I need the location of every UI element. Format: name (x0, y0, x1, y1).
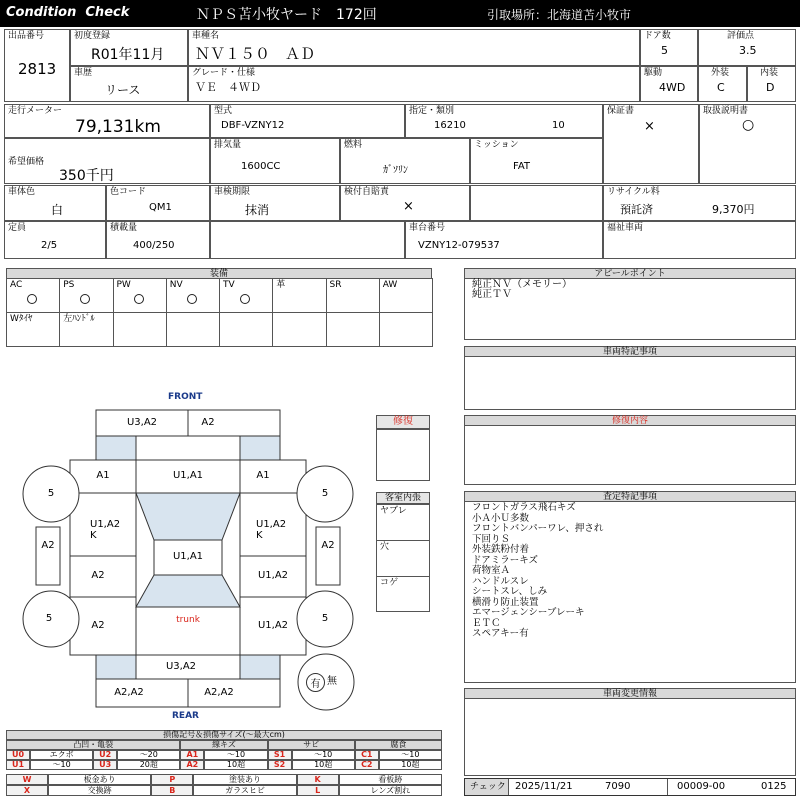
panel-roof: U1,A1 (172, 551, 204, 562)
legend-desc: ～10 (292, 750, 355, 760)
spare-present-text: 有 (310, 679, 321, 690)
equipment-label: 左ﾊﾝﾄﾞﾙ (63, 314, 95, 324)
legend-mark-code: L (297, 785, 339, 796)
repair-box-title: 修復 (376, 415, 430, 429)
legend-mark-desc: レンズ割れ (339, 785, 442, 796)
header-left-title: Condition Check (6, 5, 130, 20)
designation-value-2: 10 (552, 120, 565, 131)
cabin-burn: コゲ (380, 578, 399, 588)
legend-code: A2 (180, 760, 204, 770)
damage-legend (6, 730, 442, 796)
welfare-cell (603, 221, 796, 259)
legend-code: U2 (93, 750, 117, 760)
panel-door-rr: U1,A2 (257, 570, 289, 581)
legend-mark-code: W (6, 774, 48, 785)
history-label: 車歴 (74, 68, 93, 78)
legend-code: S1 (268, 750, 292, 760)
repair-content-box (464, 425, 796, 485)
price-value: 350千円 (59, 168, 114, 184)
insurance-value: × (403, 199, 414, 214)
warranty-value: × (644, 119, 655, 134)
interior-label: 内装 (760, 68, 779, 78)
doors-value: 5 (661, 44, 668, 57)
tire-rl: 5 (45, 613, 53, 624)
fuel-value: ｶﾞｿﾘﾝ (383, 165, 408, 176)
score-value: 3.5 (739, 44, 757, 57)
equipment-label: PW (116, 280, 131, 290)
appeal-title: アピールポイント (464, 268, 796, 279)
rear-label: REAR (172, 711, 199, 721)
header-center-title: ＮＰＳ苫小牧ヤード 172回 (196, 7, 377, 23)
legend-desc: 10超 (204, 760, 267, 770)
footer-bar (464, 778, 796, 796)
price-label: 希望価格 (8, 157, 45, 167)
legend-mark-code: B (151, 785, 193, 796)
footer-id-2: 0125 (761, 781, 787, 792)
legend-desc: 10超 (292, 760, 355, 770)
doors-cell (640, 29, 698, 66)
katashiki-label: 型式 (214, 106, 233, 116)
special-notes-box (464, 356, 796, 410)
equipment-title: 装備 (6, 268, 432, 279)
legend-mark-desc: 看板跡 (339, 774, 442, 785)
recycle-label: リサイクル料 (607, 187, 660, 197)
interior-cell (747, 66, 796, 102)
recycle-cell (603, 185, 796, 221)
legend-group-header: 凸凹・亀裂 (6, 740, 180, 750)
inspector-note-line: スペアキー有 (472, 628, 529, 639)
legend-mark-desc: 塗装あり (193, 774, 296, 785)
footer-id-1: 00009-00 (677, 781, 726, 792)
body-color-label: 車体色 (8, 187, 36, 197)
inspector-note-line: エマージェンシーブレーキ (472, 607, 585, 618)
check-date: 2025/11/21 (515, 781, 573, 792)
legend-code: S2 (268, 760, 292, 770)
equipment-label: AW (382, 280, 398, 290)
panel-quarter-left: A2 (91, 620, 105, 631)
legend-group-header: 線キズ (180, 740, 267, 750)
capacity-label: 定員 (8, 223, 27, 233)
warranty-label: 保証書 (607, 106, 635, 116)
doors-label: ドア数 (644, 31, 671, 41)
legend-desc: 20超 (117, 760, 180, 770)
panel-rear-bumper-right: A2,A2 (204, 687, 234, 698)
displacement-value: 1600CC (241, 161, 281, 172)
mission-label: ミッション (474, 140, 519, 150)
inspector-notes-box (464, 501, 796, 683)
mileage-label: 走行メーター (8, 106, 63, 116)
lot-number: 2813 (18, 60, 57, 78)
tire-fl: 5 (47, 488, 55, 499)
equipment-label: TV (223, 280, 235, 290)
change-info-box (464, 698, 796, 776)
repair-content-title: 修復内容 (464, 415, 796, 426)
manual-label: 取扱説明書 (703, 106, 749, 116)
inspector-note-line: 下回りＳ (472, 533, 511, 545)
recycle-status: 預託済 (620, 203, 653, 216)
inspector-note-line: ハンドルスレ (472, 575, 529, 587)
equipment-label: NV (169, 280, 183, 290)
legend-title: 損傷記号＆損傷サイズ(～最大cm) (6, 730, 442, 740)
drive-cell (640, 66, 698, 102)
chassis-label: 車台番号 (409, 223, 446, 233)
inspector-note-line: 外装鉄粉付着 (472, 544, 530, 555)
legend-desc: ～10 (204, 750, 267, 760)
change-info-title: 車両変更情報 (464, 688, 796, 699)
legend-code: U1 (6, 760, 30, 770)
cabin-tear: ヤブレ (380, 506, 407, 516)
designation-value-1: 16210 (434, 120, 466, 131)
inspector-note-line: シートスレ、しみ (472, 586, 548, 597)
panel-door-fl: U1,A2 K (90, 519, 121, 541)
inspector-note-line: フロントバンパーワレ、押され (472, 523, 604, 534)
designation-label: 指定・類別 (409, 106, 455, 116)
legend-mark-desc: 交換跡 (48, 785, 151, 796)
inspection-value: 抹消 (245, 203, 270, 217)
chassis-value: VZNY12-079537 (418, 240, 500, 251)
mission-cell (470, 138, 603, 184)
katashiki-value: DBF-VZNY12 (221, 120, 285, 131)
footer-divider (667, 779, 668, 795)
panel-quarter-right: U1,A2 (257, 620, 289, 631)
legend-code: A1 (180, 750, 204, 760)
legend-mark-code: P (151, 774, 193, 785)
exterior-cell (698, 66, 747, 102)
legend-code: C2 (355, 760, 379, 770)
inspector-note-line: 小Ａ小Ｕ多数 (472, 512, 530, 524)
color-code-value: QM1 (149, 202, 172, 213)
model-name-label: 車種名 (192, 31, 220, 41)
legend-group-header: サビ (268, 740, 355, 750)
insurance-label: 検付自賠責 (344, 187, 390, 197)
panel-side-left: A2 (41, 540, 55, 551)
legend-code: U0 (6, 750, 30, 760)
panel-hood: U1,A1 (172, 470, 204, 481)
panel-rear-center: U3,A2 (165, 661, 197, 672)
interior-value: D (766, 81, 775, 94)
equipment-label: PS (63, 280, 75, 290)
legend-code: C1 (355, 750, 379, 760)
equipment-label: AC (10, 280, 23, 290)
legend-mark-desc: 板金あり (48, 774, 151, 785)
appeal-line: 純正ＮＶ（メモリー） (472, 279, 572, 290)
legend-mark-code: X (6, 785, 48, 796)
special-notes-title: 車両特記事項 (464, 346, 796, 357)
cabin-title: 客室内張 (376, 492, 430, 504)
inspector-note-line: フロントガラス飛石キズ (472, 502, 576, 513)
inspector-note-line: ＥＴＣ (472, 617, 501, 629)
manual-value: ○ (742, 117, 755, 133)
check-label: チェック (470, 782, 506, 792)
score-cell (698, 29, 796, 66)
equipment-label: 革 (276, 280, 286, 290)
spare-none-text: 無 (327, 676, 337, 687)
model-name-value: ＮＶ１５０ ＡＤ (195, 45, 316, 63)
drive-label: 駆動 (644, 68, 663, 78)
insurance-extra-cell (470, 185, 603, 221)
panel-front-left: U3,A2 (126, 417, 158, 428)
header-pickup-location: 引取場所：北海道苫小牧市 (487, 8, 632, 22)
color-code-label: 色コード (110, 187, 147, 197)
legend-desc: 10超 (379, 760, 442, 770)
load-label: 積載量 (110, 223, 138, 233)
panel-door-rl: A2 (91, 570, 105, 581)
body-color-value: 白 (51, 203, 64, 217)
first-registration-label: 初度登録 (74, 31, 111, 41)
appeal-line: 純正ＴＶ (472, 289, 512, 300)
mission-value: FAT (513, 161, 531, 172)
panel-side-right: A2 (321, 540, 335, 551)
inspector-notes-list (472, 503, 603, 640)
inspector-note-line: 横滑り防止装置 (472, 596, 539, 608)
drive-value: 4WD (659, 81, 686, 94)
panel-fender-fl: A1 (96, 470, 110, 481)
grade-label: グレード・仕様 (192, 68, 256, 78)
manual-cell (699, 104, 796, 184)
equipment-label: SR (329, 280, 342, 290)
trunk-label: trunk (176, 615, 200, 625)
tire-fr: 5 (321, 488, 329, 499)
legend-group-header: 腐食 (355, 740, 442, 750)
legend-code: U3 (93, 760, 117, 770)
recycle-amount: 9,370円 (712, 203, 755, 216)
panel-door-fr: U1,A2 K (256, 519, 287, 541)
fuel-label: 燃料 (344, 140, 363, 150)
inspection-label: 車検期限 (214, 187, 251, 197)
equipment-label: Wﾀｲﾔ (10, 314, 33, 324)
welfare-label: 福祉車両 (607, 223, 644, 233)
grade-value: ＶＥ ４ＷＤ (195, 81, 261, 94)
appeal-box (464, 278, 796, 340)
check-code: 7090 (605, 781, 631, 792)
legend-mark-desc: ガラスヒビ (193, 785, 296, 796)
tire-rr: 5 (321, 613, 329, 624)
mileage-value: 79,131km (75, 117, 161, 137)
panel-front-right: A2 (201, 417, 215, 428)
exterior-label: 外装 (711, 68, 730, 78)
inspector-notes-title: 査定特記事項 (464, 491, 796, 502)
legend-desc: ～10 (379, 750, 442, 760)
warranty-cell (603, 104, 699, 184)
load-value: 400/250 (133, 240, 175, 251)
legend-desc: エクボ (30, 750, 93, 760)
legend-desc: ～20 (117, 750, 180, 760)
panel-rear-bumper-left: A2,A2 (114, 687, 144, 698)
lot-label: 出品番号 (8, 31, 45, 41)
score-label: 評価点 (727, 31, 755, 41)
legend-desc: ～10 (30, 760, 93, 770)
front-label: FRONT (168, 392, 203, 402)
inspector-note-line: ドアミラーキズ (472, 554, 539, 566)
legend-mark-code: K (297, 774, 339, 785)
panel-fender-fr: A1 (256, 470, 270, 481)
spare-present-mark (306, 673, 325, 692)
displacement-label: 排気量 (214, 140, 242, 150)
first-registration-value: R01年11月 (91, 47, 165, 63)
exterior-value: C (717, 81, 725, 94)
history-value: リース (105, 83, 141, 97)
cabin-hole: 穴 (380, 542, 390, 552)
capacity-value: 2/5 (41, 240, 58, 251)
inspector-note-line: 荷物室Ａ (472, 565, 511, 576)
